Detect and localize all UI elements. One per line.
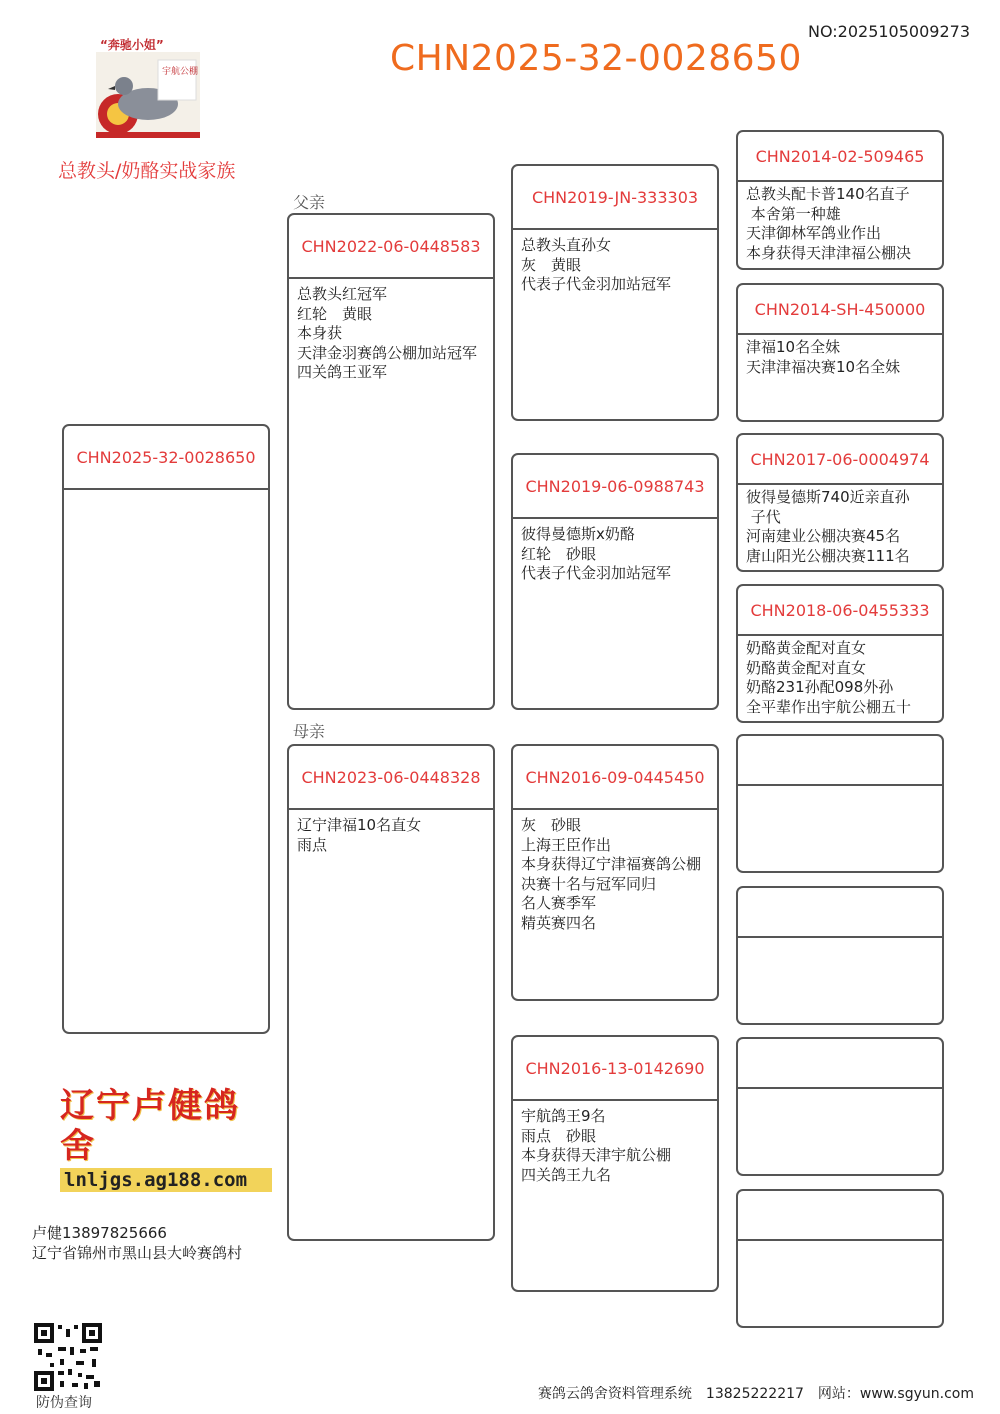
note-line: 灰 黄眼	[521, 255, 582, 274]
dam-notes	[289, 810, 493, 861]
great-grandparent-card	[736, 433, 944, 572]
note-line: 彼得曼德斯x奶酪	[521, 525, 635, 543]
note-line: 本身获得天津津福公棚决	[746, 243, 912, 262]
sire-ring: CHN2022-06-0448583	[289, 215, 493, 279]
note-line: 河南建业公棚决赛45名	[746, 527, 901, 545]
grandparent-ring: CHN2016-09-0445450	[513, 746, 717, 810]
note-line: 决赛十名与冠军同归	[521, 874, 657, 893]
note-line: 名人赛季军	[521, 894, 597, 912]
sire-card	[287, 213, 495, 710]
grandparent-notes	[513, 1101, 717, 1191]
note-line: 子代	[746, 507, 781, 526]
note-line: 彼得曼德斯740近亲直孙	[746, 488, 910, 506]
note-line: 津福10名全妹	[746, 338, 841, 356]
loft-address: 辽宁省锦州市黑山县大岭赛鸽村	[32, 1244, 243, 1262]
dam-card	[287, 744, 495, 1241]
note-line: 天津御林军鸽业作出	[746, 224, 882, 242]
note-line: 奶酪黄金配对直女	[746, 658, 867, 677]
grandparent-ring: CHN2019-JN-333303	[513, 166, 717, 230]
great-grandparent-notes	[738, 182, 942, 269]
note-line: 上海王臣作出	[521, 835, 612, 854]
note-line: 本舍第一种雄	[746, 204, 841, 223]
great-grandparent-ring: CHN2017-06-0004974	[738, 435, 942, 485]
grandparent-ring: CHN2019-06-0988743	[513, 455, 717, 519]
note-line: 红轮 黄眼	[297, 304, 373, 323]
note-line: 四关鸽王亚军	[297, 363, 388, 381]
qr-caption: 防伪查询	[36, 1395, 92, 1411]
subject-notes	[64, 490, 268, 502]
note-line: 总教头配卡普140名直子	[746, 185, 910, 203]
note-line: 本身获得辽宁津福赛鸽公棚	[521, 855, 702, 873]
note-line: 总教头红冠军	[297, 285, 388, 303]
great-grandparent-ring	[738, 888, 942, 938]
subject-card	[62, 424, 270, 1034]
loft-logo	[96, 34, 200, 138]
logo-caption: “奔驰小姐”	[100, 38, 164, 52]
family-title: 总教头/奶酪实战家族	[58, 160, 236, 182]
great-grandparent-ring	[738, 1039, 942, 1089]
great-grandparent-notes	[738, 485, 942, 572]
loft-banner	[60, 1086, 272, 1191]
grandparent-notes	[513, 810, 717, 939]
dam-ring: CHN2023-06-0448328	[289, 746, 493, 810]
mother-label: 母亲	[293, 722, 326, 741]
note-line: 四关鸽王九名	[521, 1165, 612, 1184]
note-line: 辽宁津福10名直女	[297, 816, 422, 834]
note-line: 本身获	[297, 324, 343, 342]
great-grandparent-notes	[738, 636, 942, 723]
footer-system: 赛鸽云鸽舍资料管理系统 13825222217 网站：www.sgyun.com	[537, 1386, 974, 1402]
great-grandparent-ring	[738, 736, 942, 786]
grandparent-ring: CHN2016-13-0142690	[513, 1037, 717, 1101]
logo-sub: 宇航公棚	[162, 67, 199, 77]
main-ring-title: CHN2025-32-0028650	[390, 38, 802, 79]
note-line: 雨点	[297, 835, 328, 854]
subject-ring: CHN2025-32-0028650	[64, 426, 268, 490]
note-line: 本身获得天津宇航公棚	[521, 1146, 672, 1164]
loft-contact: 卢健13897825666	[32, 1224, 167, 1242]
note-line: 奶酪黄金配对直女	[746, 639, 867, 657]
grandparent-card	[511, 453, 719, 710]
great-grandparent-ring: CHN2014-02-509465	[738, 132, 942, 182]
loft-name: 辽宁卢健鸽舍	[60, 1086, 240, 1166]
note-line: 天津金羽赛鸽公棚加站冠军	[297, 343, 478, 362]
grandparent-card	[511, 744, 719, 1001]
great-grandparent-ring	[738, 1191, 942, 1241]
sire-notes	[289, 279, 493, 389]
note-line: 天津津福决赛10名全妹	[746, 357, 901, 376]
father-label: 父亲	[293, 193, 326, 212]
note-line: 奶酪231孙配098外孙	[746, 678, 894, 696]
great-grandparent-card	[736, 584, 944, 723]
loft-website: lnljgs.ag188.com	[60, 1168, 272, 1192]
note-line: 精英赛四名	[521, 913, 597, 932]
great-grandparent-card	[736, 1189, 944, 1328]
great-grandparent-card	[736, 130, 944, 270]
note-line: 代表子代金羽加站冠军	[521, 564, 672, 582]
great-grandparent-ring: CHN2018-06-0455333	[738, 586, 942, 636]
serial-number: NO:2025105009273	[807, 22, 970, 41]
note-line: 总教头直孙女	[521, 236, 612, 254]
note-line: 代表子代金羽加站冠军	[521, 275, 672, 293]
great-grandparent-notes	[738, 335, 942, 383]
note-line: 红轮 砂眼	[521, 544, 597, 563]
great-grandparent-card	[736, 734, 944, 873]
grandparent-card	[511, 164, 719, 421]
note-line: 雨点 砂眼	[521, 1126, 597, 1145]
grandparent-notes	[513, 519, 717, 590]
note-line: 灰 砂眼	[521, 816, 582, 834]
note-line: 唐山阳光公棚决赛111名	[746, 546, 910, 565]
grandparent-card	[511, 1035, 719, 1292]
great-grandparent-card	[736, 283, 944, 422]
note-line: 宇航鸽王9名	[521, 1107, 606, 1125]
great-grandparent-card	[736, 1037, 944, 1176]
great-grandparent-ring: CHN2014-SH-450000	[738, 285, 942, 335]
great-grandparent-card	[736, 886, 944, 1025]
qr-code-icon[interactable]	[34, 1323, 102, 1391]
grandparent-notes	[513, 230, 717, 301]
note-line: 全平辈作出宇航公棚五十	[746, 697, 912, 716]
